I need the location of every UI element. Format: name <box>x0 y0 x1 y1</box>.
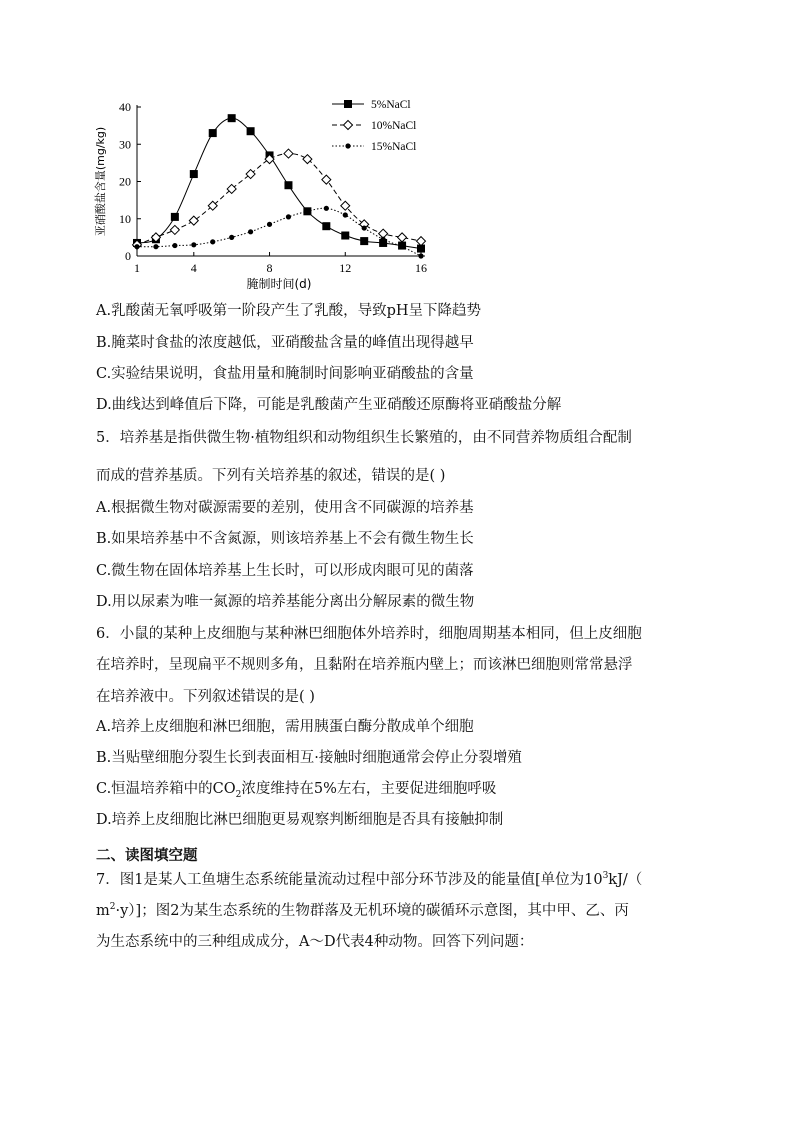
q5-option-b: B.如果培养基中不含氮源，则该培养基上不会有微生物生长 <box>96 531 474 547</box>
x-tick-label: 12 <box>339 261 352 275</box>
x-tick-label: 4 <box>190 261 197 275</box>
legend-marker-2 <box>344 121 353 130</box>
x-tick-label: 16 <box>415 261 427 275</box>
x-tick-label: 1 <box>134 261 140 275</box>
series-3-point <box>172 243 177 248</box>
q6-stem-line2: 在培养时，呈现扁平不规则多角，且黏附在培养瓶内壁上；而该淋巴细胞则常常悬浮 <box>96 657 633 673</box>
series-1-point <box>209 129 217 137</box>
series-1-point <box>190 170 198 178</box>
q5-option-d: D.用以尿素为唯一氮源的培养基能分离出分解尿素的微生物 <box>96 594 475 610</box>
series-3-point <box>267 222 272 227</box>
q5-option-a: A.根据微生物对碳源需要的差别，使用含不同碳源的培养基 <box>96 500 474 516</box>
q7-stem-line1: 7．图1是某人工鱼塘生态系统能量流动过程中部分环节涉及的能量值[单位为$10^3kJ/$（ <box>96 871 643 888</box>
y-tick-label: 40 <box>119 100 131 114</box>
series-2-point <box>341 201 350 210</box>
q6-stem-line1: 6．小鼠的某种上皮细胞与某种淋巴细胞体外培养时，细胞周期基本相同，但上皮细胞 <box>96 626 642 642</box>
y-tick-label: 0 <box>125 249 131 263</box>
q6-stem-line3: 在培养液中。下列叙述错误的是( ) <box>96 689 315 705</box>
series-1-point <box>322 222 330 230</box>
series-2-point <box>322 175 331 184</box>
series-line-1 <box>137 118 421 248</box>
y-tick-label: 10 <box>119 211 131 226</box>
series-2-point <box>170 225 179 234</box>
q5-stem-line2: 而成的营养基质。下列有关培养基的叙述，错误的是( ) <box>96 468 446 484</box>
series-1-point <box>360 237 368 245</box>
series-1-point <box>341 232 349 240</box>
series-3-point <box>399 244 404 249</box>
series-3-point <box>153 244 158 249</box>
y-axis-label: 亚硝酸盐含量(mg/kg) <box>94 126 107 237</box>
legend-marker-1 <box>344 100 352 108</box>
series-3-point <box>134 244 139 249</box>
series-1-point <box>247 127 255 135</box>
y-tick-label: 30 <box>119 137 131 152</box>
series-3-point <box>229 235 234 240</box>
series-2-point <box>398 233 407 242</box>
series-3-point <box>210 239 215 244</box>
nitrite-content-chart <box>90 96 450 296</box>
series-1-point <box>171 213 179 221</box>
q6-option-a: A.培养上皮细胞和淋巴细胞，需用胰蛋白酶分散成单个细胞 <box>96 719 474 735</box>
q6-option-b: B.当贴壁细胞分裂生长到表面相互·接触时细胞通常会停止分裂增殖 <box>96 750 522 766</box>
series-3-point <box>362 225 367 230</box>
y-tick-label: 20 <box>119 174 131 189</box>
series-3-point <box>418 253 423 258</box>
x-axis-label: 腌制时间(d) <box>246 277 312 291</box>
series-2-point <box>284 149 293 158</box>
q4-option-a: A.乳酸菌无氧呼吸第一阶段产生了乳酸，导致pH呈下降趋势 <box>96 303 482 319</box>
series-3-point <box>248 229 253 234</box>
section-heading: 二、读图填空题 <box>96 848 198 864</box>
series-3-point <box>305 209 310 214</box>
legend-label-2: 10%NaCl <box>371 120 417 132</box>
series-3-point <box>191 242 196 247</box>
legend-label-3: 15%NaCl <box>371 141 417 153</box>
series-3-point <box>324 206 329 211</box>
q4-option-c: C.实验结果说明，食盐用量和腌制时间影响亚硝酸盐的含量 <box>96 366 474 382</box>
series-3-point <box>286 214 291 219</box>
series-2-point <box>189 216 198 225</box>
series-2-point <box>417 237 426 246</box>
q7-stem-line3: 为生态系统中的三种组成成分，A～D代表4种动物。回答下列问题： <box>96 934 534 950</box>
legend-marker-3 <box>345 143 350 148</box>
series-line-3 <box>137 208 421 256</box>
series-3-point <box>343 212 348 217</box>
q7-stem-line2: $m^2\cdot y$）]；图2为某生态系统的生物群落及无机环境的碳循环示意图，其中甲、乙、丙 <box>96 902 629 919</box>
series-3-point <box>381 237 386 242</box>
q4-option-d: D.曲线达到峰值后下降，可能是乳酸菌产生亚硝酸还原酶将亚硝酸盐分解 <box>96 397 562 413</box>
q5-option-c: C.微生物在固体培养基上生长时，可以形成肉眼可见的菌落 <box>96 563 474 579</box>
series-line-2 <box>137 154 421 245</box>
q4-option-b: B.腌菜时食盐的浓度越低，亚硝酸盐含量的峰值出现得越早 <box>96 335 474 351</box>
legend-label-1: 5%NaCl <box>371 99 411 111</box>
q6-option-c: C.恒温培养箱中的$CO_2$浓度维持在5%左右，主要促进细胞呼吸 <box>96 781 497 800</box>
series-1-point <box>228 114 236 122</box>
q5-stem-line1: 5．培养基是指供微生物·植物组织和动物组织生长繁殖的，由不同营养物质组合配制 <box>96 430 632 446</box>
series-1-point <box>284 181 292 189</box>
q6-option-d: D.培养上皮细胞比淋巴细胞更易观察判断细胞是否具有接触抑制 <box>96 812 504 828</box>
x-tick-label: 8 <box>266 261 273 275</box>
